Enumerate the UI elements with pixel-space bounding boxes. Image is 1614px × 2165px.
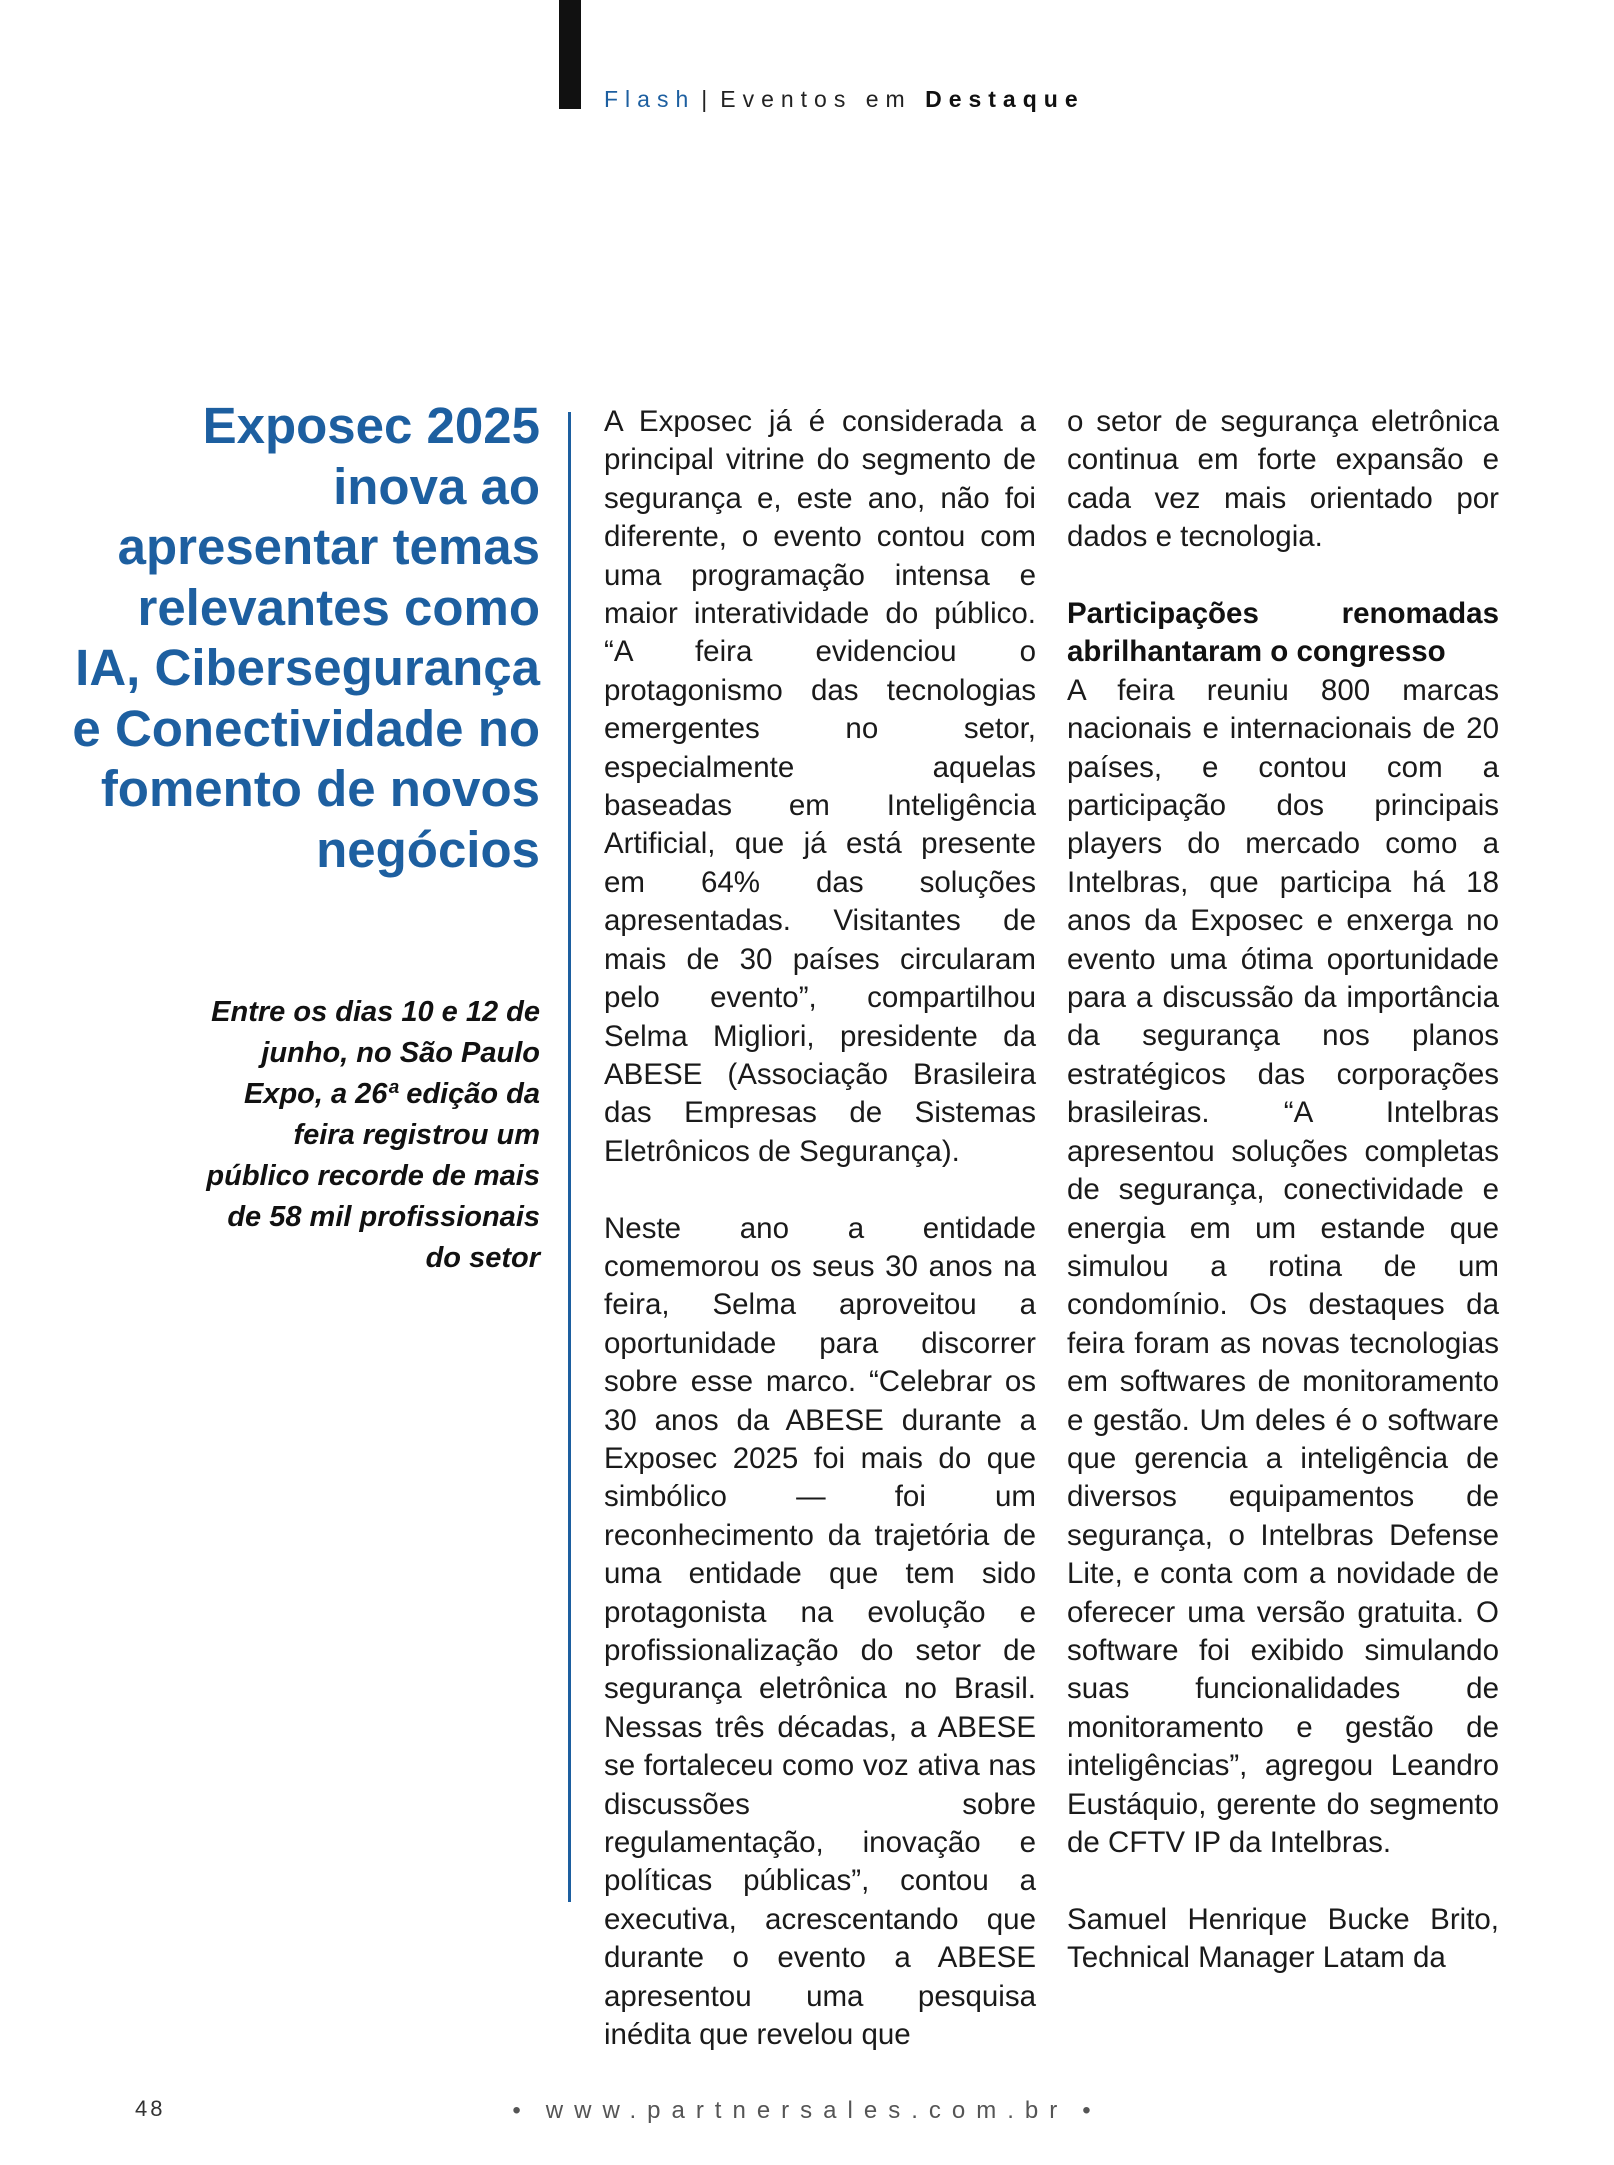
column2-subheading: Participações renomadas abrilhantaram o congresso	[1067, 597, 1499, 669]
footer-website: www.partnersales.com.br	[545, 2097, 1069, 2124]
header-label-bold: Destaque	[925, 86, 1085, 112]
header-accent-bar	[559, 0, 581, 109]
article-column-1	[604, 403, 1036, 2054]
page-number: 48	[135, 2096, 166, 2121]
article-lead: Entre os dias 10 e 12 de junho, no São Paulo Expo, a 26ª edição da feira registrou um público recorde de mais de 58 mil profissionais do setor	[206, 996, 540, 1274]
column2-paragraph-1: o setor de segurança eletrônica continua em forte expansão e cada vez mais orientado por dados e tecnologia.	[1067, 405, 1499, 554]
header-label-prefix: Eventos em	[720, 86, 912, 112]
article-column-2	[1067, 403, 1499, 1978]
column2-paragraph-2: A feira reuniu 800 marcas nacionais e internacionais de 20 países, e contou com a participação dos principais players do mercado como a Intelbras, que participa há 18 anos da Exposec e enxerga no evento uma ótima oportunidade para a discussão da importância da segurança nos planos estratégicos das corporações brasileiras. “A Intelbras apresentou soluções completas de segurança, conectividade e energia em um estande que simulou a rotina de um condomínio. Os destaques da feira foram as novas tecnologias em softwares de monitoramento e gestão. Um deles é o software que gerencia a inteligência de diversos equipamentos de segurança, o Intelbras Defense Lite, e conta com a novidade de oferecer uma versão gratuita. O software foi exibido simulando suas funcionalidades de monitoramento e gestão de inteligências”, agregou Leandro Eustáquio, gerente do segmento de CFTV IP da Intelbras.	[1067, 673, 1499, 1860]
footer-bullet-right: •	[1082, 2097, 1102, 2124]
header-separator: |	[701, 86, 715, 112]
section-header	[604, 86, 1085, 113]
column1-paragraph-1: A Exposec já é considerada a principal vitrine do segmento de segurança e, este ano, não foi diferente, o evento contou com uma programação intensa e maior interatividade do público. “A feira evidenciou o protagonismo das tecnologias emergentes no setor, especialmente aquelas baseadas em Inteligência Artificial, que já está presente em 64% das soluções apresentadas. Visitantes de mais de 30 países circularam pelo evento”, compartilhou Selma Migliori, presidente da ABESE (Associação Brasileira das Empresas de Sistemas Eletrônicos de Segurança).	[604, 405, 1036, 1168]
footer-bullet-left: •	[512, 2097, 532, 2124]
column1-paragraph-2: Neste ano a entidade comemorou os seus 30 anos na feira, Selma aproveitou a oportunidade para discorrer sobre esse marco. “Celebrar os 30 anos da ABESE durante a Exposec 2025 foi mais do que simbólico — foi um reconhecimento da trajetória de uma entidade que tem sido protagonista na evolução e profissionalização do setor de segurança eletrônica no Brasil. Nessas três décadas, a ABESE se fortaleceu como voz ativa nas discussões sobre regulamentação, inovação e políticas públicas”, contou a executiva, acrescentando que durante o evento a ABESE apresentou uma pesquisa inédita que revelou que	[604, 1211, 1036, 2052]
column-divider	[568, 412, 571, 1902]
article-headline: Exposec 2025 inova ao apresentar temas relevantes como IA, Cibersegurança e Conectividade no fomento de novos negócios	[72, 397, 540, 878]
column2-paragraph-3: Samuel Henrique Bucke Brito, Technical Manager Latam da	[1067, 1902, 1499, 1975]
footer	[0, 2097, 1614, 2125]
section-label: Flash	[604, 86, 696, 112]
